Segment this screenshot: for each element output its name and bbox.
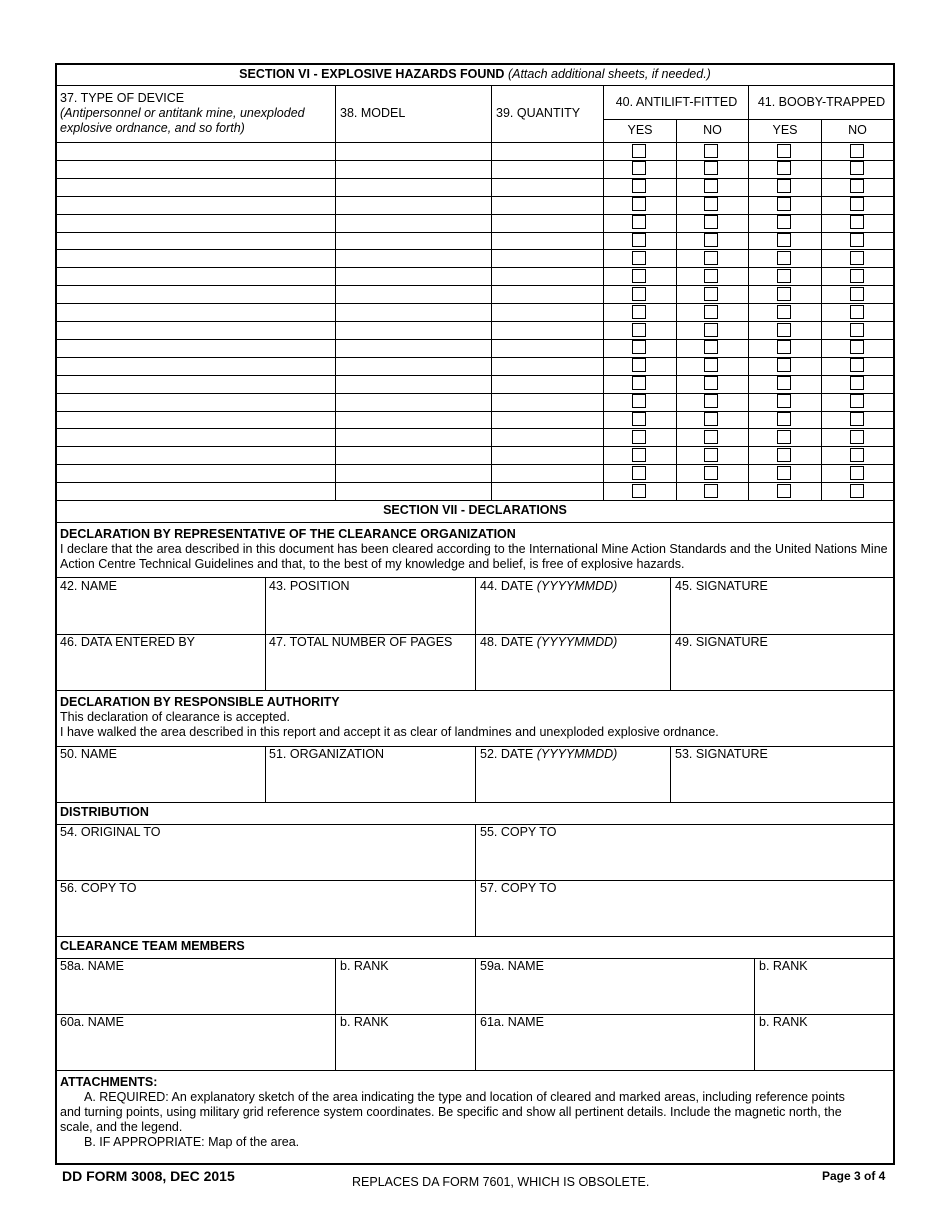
- col-divider: [754, 958, 755, 1070]
- quantity-cell[interactable]: [496, 250, 598, 266]
- antilift-no-checkbox[interactable]: [704, 430, 718, 444]
- field-55-input[interactable]: [480, 844, 890, 876]
- field-59a-input[interactable]: [480, 978, 750, 1010]
- field-60a-label: 60a. NAME: [60, 1015, 124, 1029]
- field-44-input[interactable]: [480, 598, 665, 630]
- antilift-yes-checkbox[interactable]: [632, 269, 646, 283]
- boobytrap-yes-checkbox[interactable]: [777, 323, 791, 337]
- col37-sub1: (Antipersonnel or antitank mine, unexploded: [60, 106, 305, 120]
- field-61a-input[interactable]: [480, 1034, 750, 1066]
- boobytrap-no-checkbox[interactable]: [850, 323, 864, 337]
- antilift-no-checkbox[interactable]: [704, 466, 718, 480]
- boobytrap-yes-checkbox[interactable]: [777, 215, 791, 229]
- col-divider: [335, 958, 336, 1070]
- col40-no: NO: [703, 123, 722, 137]
- antilift-yes-checkbox[interactable]: [632, 233, 646, 247]
- divider: [604, 119, 894, 120]
- section6-header: [55, 67, 895, 81]
- divider: [56, 936, 894, 937]
- boobytrap-no-checkbox[interactable]: [850, 287, 864, 301]
- device-type-cell[interactable]: [60, 394, 330, 410]
- date-format-hint: (YYYYMMDD): [536, 635, 618, 649]
- attachments-line1: A. REQUIRED: An explanatory sketch of the area indicating the type and location of cleared and marked areas, including reference points: [84, 1090, 845, 1104]
- device-type-cell[interactable]: [60, 233, 330, 249]
- quantity-cell[interactable]: [496, 161, 598, 177]
- antilift-no-checkbox[interactable]: [704, 233, 718, 247]
- divider: [56, 500, 894, 501]
- model-cell[interactable]: [340, 286, 486, 302]
- quantity-cell[interactable]: [496, 394, 598, 410]
- boobytrap-no-checkbox[interactable]: [850, 394, 864, 408]
- col-divider: [475, 958, 476, 1070]
- device-type-cell[interactable]: [60, 143, 330, 159]
- quantity-cell[interactable]: [496, 304, 598, 320]
- device-type-cell[interactable]: [60, 412, 330, 428]
- antilift-yes-checkbox[interactable]: [632, 412, 646, 426]
- col40-header: 40. ANTILIFT-FITTED: [615, 95, 738, 109]
- boobytrap-yes-checkbox[interactable]: [777, 287, 791, 301]
- antilift-no-checkbox[interactable]: [704, 412, 718, 426]
- device-type-cell[interactable]: [60, 268, 330, 284]
- replaces-note: REPLACES DA FORM 7601, WHICH IS OBSOLETE.: [352, 1175, 650, 1189]
- antilift-yes-checkbox[interactable]: [632, 287, 646, 301]
- field-55-label: 55. COPY TO: [480, 825, 557, 839]
- antilift-yes-checkbox[interactable]: [632, 466, 646, 480]
- field-42-label: 42. NAME: [60, 579, 117, 593]
- antilift-yes-checkbox[interactable]: [632, 197, 646, 211]
- device-type-cell[interactable]: [60, 197, 330, 213]
- field-48-input[interactable]: [480, 654, 665, 686]
- quantity-cell[interactable]: [496, 143, 598, 159]
- model-cell[interactable]: [340, 233, 486, 249]
- section6-header-title: SECTION VI - EXPLOSIVE HAZARDS FOUND: [239, 67, 505, 81]
- boobytrap-no-checkbox[interactable]: [850, 484, 864, 498]
- boobytrap-no-checkbox[interactable]: [850, 430, 864, 444]
- divider: [56, 690, 894, 691]
- field-48-label-text: 48. DATE: [480, 635, 534, 649]
- field-61b-label: b. RANK: [759, 1015, 808, 1029]
- field-59a-label: 59a. NAME: [480, 959, 544, 973]
- model-cell[interactable]: [340, 143, 486, 159]
- page-number: Page 3 of 4: [822, 1169, 886, 1183]
- field-49-input[interactable]: [675, 654, 890, 686]
- model-cell[interactable]: [340, 465, 486, 481]
- col38-header: 38. MODEL: [340, 106, 406, 120]
- model-cell[interactable]: [340, 358, 486, 374]
- antilift-no-checkbox[interactable]: [704, 161, 718, 175]
- antilift-no-checkbox[interactable]: [704, 358, 718, 372]
- model-cell[interactable]: [340, 250, 486, 266]
- model-cell[interactable]: [340, 340, 486, 356]
- field-54-label: 54. ORIGINAL TO: [60, 825, 161, 839]
- quantity-cell[interactable]: [496, 465, 598, 481]
- quantity-cell[interactable]: [496, 412, 598, 428]
- model-cell[interactable]: [340, 322, 486, 338]
- model-cell[interactable]: [340, 197, 486, 213]
- model-cell[interactable]: [340, 483, 486, 499]
- col41-no: NO: [848, 123, 867, 137]
- field-49-label: 49. SIGNATURE: [675, 635, 768, 649]
- col37-sub2: explosive ordnance, and so forth): [60, 121, 245, 135]
- field-57-label: 57. COPY TO: [480, 881, 557, 895]
- boobytrap-no-checkbox[interactable]: [850, 269, 864, 283]
- col41-header: 41. BOOBY-TRAPPED: [757, 95, 886, 109]
- antilift-yes-checkbox[interactable]: [632, 305, 646, 319]
- boobytrap-no-checkbox[interactable]: [850, 340, 864, 354]
- device-type-cell[interactable]: [60, 322, 330, 338]
- antilift-yes-checkbox[interactable]: [632, 323, 646, 337]
- quantity-cell[interactable]: [496, 447, 598, 463]
- device-type-cell[interactable]: [60, 358, 330, 374]
- field-45-input[interactable]: [675, 598, 890, 630]
- field-45-label: 45. SIGNATURE: [675, 579, 768, 593]
- attachments-line2: and turning points, using military grid reference system coordinates. Be specific and show all pertinent details. Include the magnetic north, the: [60, 1105, 842, 1119]
- boobytrap-no-checkbox[interactable]: [850, 448, 864, 462]
- col-divider: [670, 746, 671, 802]
- antilift-no-checkbox[interactable]: [704, 394, 718, 408]
- device-type-cell[interactable]: [60, 286, 330, 302]
- col41-yes: YES: [772, 123, 798, 137]
- device-type-cell[interactable]: [60, 483, 330, 499]
- field-50-label: 50. NAME: [60, 747, 117, 761]
- boobytrap-yes-checkbox[interactable]: [777, 466, 791, 480]
- boobytrap-yes-checkbox[interactable]: [777, 412, 791, 426]
- field-58b-label: b. RANK: [340, 959, 389, 973]
- boobytrap-no-checkbox[interactable]: [850, 197, 864, 211]
- boobytrap-no-checkbox[interactable]: [850, 179, 864, 193]
- field-59b-input[interactable]: [759, 978, 889, 1010]
- field-53-input[interactable]: [675, 766, 890, 798]
- quantity-cell[interactable]: [496, 179, 598, 195]
- field-56-input[interactable]: [60, 900, 470, 932]
- antilift-yes-checkbox[interactable]: [632, 340, 646, 354]
- antilift-yes-checkbox[interactable]: [632, 179, 646, 193]
- boobytrap-yes-checkbox[interactable]: [777, 251, 791, 265]
- model-cell[interactable]: [340, 412, 486, 428]
- antilift-yes-checkbox[interactable]: [632, 448, 646, 462]
- model-cell[interactable]: [340, 304, 486, 320]
- field-47-input[interactable]: [269, 654, 469, 686]
- quantity-cell[interactable]: [496, 376, 598, 392]
- model-cell[interactable]: [340, 429, 486, 445]
- boobytrap-no-checkbox[interactable]: [850, 215, 864, 229]
- col-divider: [265, 578, 266, 690]
- model-cell[interactable]: [340, 161, 486, 177]
- date-format-hint: (YYYYMMDD): [536, 579, 618, 593]
- antilift-yes-checkbox[interactable]: [632, 484, 646, 498]
- attachments-title: ATTACHMENTS:: [60, 1075, 158, 1089]
- device-type-cell[interactable]: [60, 215, 330, 231]
- device-type-cell[interactable]: [60, 447, 330, 463]
- field-47-label: 47. TOTAL NUMBER OF PAGES: [269, 635, 453, 649]
- device-type-cell[interactable]: [60, 304, 330, 320]
- col-divider: [670, 578, 671, 690]
- field-58a-label: 58a. NAME: [60, 959, 124, 973]
- divider: [56, 522, 894, 523]
- antilift-no-checkbox[interactable]: [704, 269, 718, 283]
- device-type-cell[interactable]: [60, 465, 330, 481]
- device-type-cell[interactable]: [60, 179, 330, 195]
- col39-header: 39. QUANTITY: [496, 106, 581, 120]
- col-divider: [475, 824, 476, 936]
- model-cell[interactable]: [340, 394, 486, 410]
- boobytrap-yes-checkbox[interactable]: [777, 197, 791, 211]
- field-61b-input[interactable]: [759, 1034, 889, 1066]
- antilift-no-checkbox[interactable]: [704, 197, 718, 211]
- quantity-cell[interactable]: [496, 286, 598, 302]
- col40-yes: YES: [627, 123, 653, 137]
- boobytrap-yes-checkbox[interactable]: [777, 394, 791, 408]
- col-divider: [265, 746, 266, 802]
- boobytrap-no-checkbox[interactable]: [850, 251, 864, 265]
- divider: [56, 1070, 894, 1071]
- decl1-title: DECLARATION BY REPRESENTATIVE OF THE CLEARANCE ORGANIZATION: [60, 527, 516, 541]
- boobytrap-no-checkbox[interactable]: [850, 466, 864, 480]
- antilift-no-checkbox[interactable]: [704, 144, 718, 158]
- field-57-input[interactable]: [480, 900, 890, 932]
- model-cell[interactable]: [340, 376, 486, 392]
- field-43-label: 43. POSITION: [269, 579, 350, 593]
- antilift-yes-checkbox[interactable]: [632, 358, 646, 372]
- date-format-hint: (YYYYMMDD): [536, 747, 618, 761]
- antilift-no-checkbox[interactable]: [704, 215, 718, 229]
- decl1-line1: I declare that the area described in this document has been cleared according to the International Mine Action Standards and the United Nations Mine: [60, 542, 888, 556]
- section6-header-note: (Attach additional sheets, if needed.): [507, 67, 711, 81]
- field-46-input[interactable]: [60, 654, 260, 686]
- boobytrap-yes-checkbox[interactable]: [777, 161, 791, 175]
- model-cell[interactable]: [340, 268, 486, 284]
- field-51-input[interactable]: [269, 766, 469, 798]
- device-type-cell[interactable]: [60, 250, 330, 266]
- field-59b-label: b. RANK: [759, 959, 808, 973]
- field-52-input[interactable]: [480, 766, 665, 798]
- field-60b-input[interactable]: [340, 1034, 470, 1066]
- antilift-no-checkbox[interactable]: [704, 484, 718, 498]
- team-title: CLEARANCE TEAM MEMBERS: [60, 939, 245, 953]
- col-divider: [335, 86, 336, 500]
- field-44-label-text: 44. DATE: [480, 579, 534, 593]
- model-cell[interactable]: [340, 179, 486, 195]
- antilift-no-checkbox[interactable]: [704, 340, 718, 354]
- antilift-no-checkbox[interactable]: [704, 305, 718, 319]
- field-56-label: 56. COPY TO: [60, 881, 137, 895]
- col-divider: [748, 86, 749, 500]
- field-46-label: 46. DATA ENTERED BY: [60, 635, 195, 649]
- attachments-line3: scale, and the legend.: [60, 1120, 183, 1134]
- decl2-line1: This declaration of clearance is accepted.: [60, 710, 290, 724]
- field-44-label: [480, 579, 617, 593]
- field-58b-input[interactable]: [340, 978, 470, 1010]
- distribution-title: DISTRIBUTION: [60, 805, 149, 819]
- field-53-label: 53. SIGNATURE: [675, 747, 768, 761]
- field-43-input[interactable]: [269, 598, 469, 630]
- device-type-cell[interactable]: [60, 340, 330, 356]
- antilift-no-checkbox[interactable]: [704, 448, 718, 462]
- model-cell[interactable]: [340, 447, 486, 463]
- device-type-cell[interactable]: [60, 376, 330, 392]
- section7-header: SECTION VII - DECLARATIONS: [383, 503, 567, 517]
- field-60b-label: b. RANK: [340, 1015, 389, 1029]
- boobytrap-yes-checkbox[interactable]: [777, 233, 791, 247]
- quantity-cell[interactable]: [496, 483, 598, 499]
- boobytrap-yes-checkbox[interactable]: [777, 376, 791, 390]
- decl2-line2: I have walked the area described in this report and accept it as clear of landmines and unexploded explosive ordnance.: [60, 725, 719, 739]
- quantity-cell[interactable]: [496, 358, 598, 374]
- boobytrap-yes-checkbox[interactable]: [777, 340, 791, 354]
- quantity-cell[interactable]: [496, 233, 598, 249]
- boobytrap-no-checkbox[interactable]: [850, 376, 864, 390]
- device-type-cell[interactable]: [60, 161, 330, 177]
- antilift-yes-checkbox[interactable]: [632, 215, 646, 229]
- antilift-yes-checkbox[interactable]: [632, 144, 646, 158]
- antilift-yes-checkbox[interactable]: [632, 251, 646, 265]
- field-50-input[interactable]: [60, 766, 260, 798]
- field-51-label: 51. ORGANIZATION: [269, 747, 385, 761]
- antilift-no-checkbox[interactable]: [704, 179, 718, 193]
- quantity-cell[interactable]: [496, 197, 598, 213]
- model-cell[interactable]: [340, 215, 486, 231]
- boobytrap-no-checkbox[interactable]: [850, 358, 864, 372]
- col-divider: [491, 86, 492, 500]
- col37-title: 37. TYPE OF DEVICE: [60, 91, 185, 105]
- quantity-cell[interactable]: [496, 215, 598, 231]
- quantity-cell[interactable]: [496, 268, 598, 284]
- boobytrap-yes-checkbox[interactable]: [777, 484, 791, 498]
- field-54-input[interactable]: [60, 844, 470, 876]
- antilift-yes-checkbox[interactable]: [632, 161, 646, 175]
- divider: [56, 85, 894, 86]
- boobytrap-no-checkbox[interactable]: [850, 233, 864, 247]
- field-61a-label: 61a. NAME: [480, 1015, 544, 1029]
- boobytrap-yes-checkbox[interactable]: [777, 269, 791, 283]
- quantity-cell[interactable]: [496, 429, 598, 445]
- boobytrap-yes-checkbox[interactable]: [777, 448, 791, 462]
- antilift-no-checkbox[interactable]: [704, 287, 718, 301]
- boobytrap-yes-checkbox[interactable]: [777, 179, 791, 193]
- boobytrap-yes-checkbox[interactable]: [777, 358, 791, 372]
- device-type-cell[interactable]: [60, 429, 330, 445]
- field-58a-input[interactable]: [60, 978, 330, 1010]
- field-60a-input[interactable]: [60, 1034, 330, 1066]
- attachments-line4: B. IF APPROPRIATE: Map of the area.: [84, 1135, 300, 1149]
- antilift-yes-checkbox[interactable]: [632, 376, 646, 390]
- antilift-no-checkbox[interactable]: [704, 376, 718, 390]
- field-52-label: [480, 747, 617, 761]
- quantity-cell[interactable]: [496, 322, 598, 338]
- field-42-input[interactable]: [60, 598, 260, 630]
- boobytrap-yes-checkbox[interactable]: [777, 305, 791, 319]
- antilift-yes-checkbox[interactable]: [632, 430, 646, 444]
- col-divider: [475, 746, 476, 802]
- decl1-line2: Action Centre Technical Guidelines and that, to the best of my knowledge and belief, is free of explosive hazards.: [60, 557, 685, 571]
- antilift-no-checkbox[interactable]: [704, 251, 718, 265]
- boobytrap-yes-checkbox[interactable]: [777, 144, 791, 158]
- quantity-cell[interactable]: [496, 340, 598, 356]
- divider: [56, 802, 894, 803]
- decl2-title: DECLARATION BY RESPONSIBLE AUTHORITY: [60, 695, 340, 709]
- field-52-label-text: 52. DATE: [480, 747, 534, 761]
- col-divider: [603, 86, 604, 500]
- antilift-yes-checkbox[interactable]: [632, 394, 646, 408]
- form-id: DD FORM 3008, DEC 2015: [62, 1168, 235, 1184]
- antilift-no-checkbox[interactable]: [704, 323, 718, 337]
- boobytrap-no-checkbox[interactable]: [850, 144, 864, 158]
- boobytrap-no-checkbox[interactable]: [850, 305, 864, 319]
- boobytrap-yes-checkbox[interactable]: [777, 430, 791, 444]
- col-divider: [475, 578, 476, 690]
- boobytrap-no-checkbox[interactable]: [850, 161, 864, 175]
- boobytrap-no-checkbox[interactable]: [850, 412, 864, 426]
- field-48-label: [480, 635, 617, 649]
